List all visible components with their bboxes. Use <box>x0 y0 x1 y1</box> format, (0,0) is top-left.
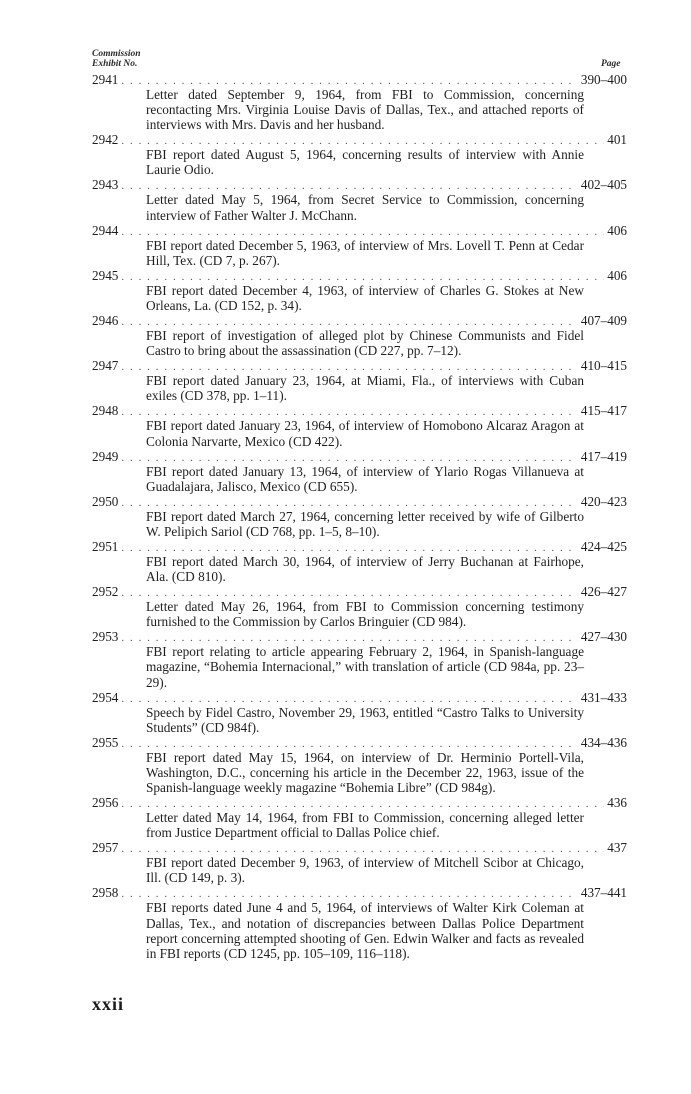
exhibit-entry-heading <box>92 177 627 192</box>
exhibit-description: FBI report dated January 23, 1964, of interview of Homobono Alcaraz Aragon at Colonia Narvarte, Mexico (CD 422). <box>146 418 584 449</box>
exhibit-description: FBI report relating to article appearing February 2, 1964, in Spanish-language magazine, “Bohemia Internacional,” with translation of article (CD 984a, pp. 23–29). <box>146 644 584 690</box>
exhibit-entry-heading <box>92 223 627 238</box>
column-header-exhibit-line2: Exhibit No. <box>92 59 138 69</box>
exhibit-number: 2953 <box>92 629 119 645</box>
page-range: 410–415 <box>580 358 627 374</box>
column-header-exhibit-line1: Commission <box>92 49 141 59</box>
exhibit-entry <box>92 223 627 268</box>
exhibit-description: FBI report dated March 30, 1964, of interview of Jerry Buchanan at Fairhope, Ala. (CD 810). <box>146 553 584 585</box>
page-range: 434–436 <box>580 734 627 750</box>
page-range: 406 <box>607 222 627 238</box>
exhibit-entry <box>92 72 627 132</box>
exhibit-number: 2951 <box>92 538 119 554</box>
exhibit-description: FBI report dated January 23, 1964, at Miami, Fla., of interviews with Cuban exiles (CD 378, pp. 1–11). <box>146 373 584 404</box>
exhibit-description: FBI report of investigation of alleged plot by Chinese Communists and Fidel Castro to bring about the assassination (CD 227, pp. 7–12). <box>146 328 584 359</box>
page-range: 427–430 <box>580 629 627 645</box>
exhibit-number: 2943 <box>92 177 119 193</box>
exhibit-description: FBI report dated December 5, 1963, of interview of Mrs. Lovell T. Penn at Cedar Hill, Tex. (CD 7, p. 267). <box>146 237 584 268</box>
exhibit-entry-heading <box>92 885 627 900</box>
exhibit-entry-heading <box>92 690 627 705</box>
exhibit-entry-heading <box>92 313 627 328</box>
exhibit-entry-heading <box>92 72 627 87</box>
page-range: 420–423 <box>580 493 627 509</box>
exhibit-description: FBI report dated March 27, 1964, concerning letter received by wife of Gilberto W. Pelipich Sariol (CD 768, pp. 1–5, 8–10). <box>146 508 584 539</box>
exhibit-description: Letter dated May 26, 1964, from FBI to Commission concerning testimony furnished to the Commission by Carlos Bringuier (CD 984). <box>146 599 584 630</box>
exhibit-number: 2952 <box>92 584 119 600</box>
page-range: 436 <box>607 795 627 811</box>
exhibit-entry-heading <box>92 403 627 418</box>
page-range: 417–419 <box>580 448 627 464</box>
page-folio: xxii <box>92 994 125 1014</box>
exhibit-entry <box>92 177 627 222</box>
exhibit-entry <box>92 494 627 539</box>
exhibit-number: 2945 <box>92 267 119 283</box>
exhibit-description: FBI report dated January 13, 1964, of interview of Ylario Rogas Villanueva at Guadalajara, Jalisco, Mexico (CD 655). <box>146 463 584 494</box>
exhibit-entry <box>92 885 627 960</box>
column-header-page: Page <box>601 59 621 69</box>
exhibit-number: 2949 <box>92 448 119 464</box>
exhibit-description: Letter dated September 9, 1964, from FBI to Commission, concerning recontacting Mrs. Virginia Louise Davis of Dallas, Tex., and attached reports of interviews with Mrs. Davis and her husband. <box>146 87 584 133</box>
exhibit-entry <box>92 358 627 403</box>
page-range: 390–400 <box>580 72 627 87</box>
exhibit-description: Speech by Fidel Castro, November 29, 1963, entitled “Castro Talks to University Students” (CD 984f). <box>146 704 584 735</box>
exhibit-description: FBI reports dated June 4 and 5, 1964, of interviews of Walter Kirk Coleman at Dallas, Tex., and notation of discrepancies between Dallas Police Department report concerning attempted shooting of Gen. Edwin Walker and facts as revealed in FBI reports (CD 1245, pp. 105–109, 116–118). <box>146 900 584 961</box>
exhibit-entry-heading <box>92 358 627 373</box>
exhibit-entry <box>92 539 627 584</box>
exhibit-entry <box>92 313 627 358</box>
page-range: 437 <box>607 840 627 856</box>
exhibit-number: 2948 <box>92 403 119 419</box>
exhibit-number: 2958 <box>92 885 119 901</box>
exhibit-entry-heading <box>92 840 627 855</box>
page-range: 426–427 <box>580 584 627 600</box>
page-range: 424–425 <box>580 538 627 554</box>
exhibit-number: 2947 <box>92 358 119 374</box>
exhibit-entry <box>92 735 627 795</box>
page-range: 407–409 <box>580 313 627 329</box>
exhibit-number: 2942 <box>92 132 119 148</box>
exhibit-entry-heading <box>92 795 627 810</box>
exhibit-entry <box>92 584 627 629</box>
exhibit-entry <box>92 840 627 885</box>
exhibit-number: 2946 <box>92 313 119 329</box>
exhibit-entry <box>92 690 627 735</box>
exhibit-description: Letter dated May 14, 1964, from FBI to Commission, concerning alleged letter from Justice Department official to Dallas Police chief. <box>146 810 584 841</box>
exhibit-description: FBI report dated August 5, 1964, concerning results of interview with Annie Laurie Odio. <box>146 147 584 178</box>
exhibit-entry-heading <box>92 494 627 509</box>
exhibit-number: 2956 <box>92 795 119 811</box>
exhibit-entry-heading <box>92 132 627 147</box>
page-range: 431–433 <box>580 689 627 705</box>
page-range: 415–417 <box>580 403 627 419</box>
exhibit-entry-heading <box>92 735 627 750</box>
exhibit-description: FBI report dated May 15, 1964, on interview of Dr. Herminio Portell-Vila, Washington, D.C., concerning his article in the December 22, 1963, issue of the Spanish-language weekly magazine “Bohemia Libre” (CD 984g). <box>146 749 584 795</box>
exhibit-description: Letter dated May 5, 1964, from Secret Service to Commission, concerning interview of Father Walter J. McChann. <box>146 192 584 223</box>
exhibit-description: FBI report dated December 4, 1963, of interview of Charles G. Stokes at New Orleans, La. (CD 152, p. 34). <box>146 282 584 313</box>
exhibit-entry <box>92 268 627 313</box>
exhibit-entry-heading <box>92 584 627 599</box>
exhibit-entry <box>92 795 627 840</box>
exhibit-entry <box>92 629 627 689</box>
exhibit-entry <box>92 403 627 448</box>
page-range: 401 <box>607 132 627 148</box>
exhibit-entry-heading <box>92 629 627 644</box>
exhibit-entry-heading <box>92 539 627 554</box>
exhibit-number: 2954 <box>92 689 119 705</box>
exhibit-list <box>92 72 627 961</box>
exhibit-number: 2955 <box>92 734 119 750</box>
page-range: 406 <box>607 267 627 283</box>
exhibit-entry <box>92 449 627 494</box>
exhibit-entry-heading <box>92 268 627 283</box>
column-header-exhibit <box>92 49 141 69</box>
exhibit-number: 2941 <box>92 72 119 87</box>
exhibit-entry-heading <box>92 449 627 464</box>
exhibit-number: 2944 <box>92 222 119 238</box>
exhibit-description: FBI report dated December 9, 1963, of interview of Mitchell Scibor at Chicago, Ill. (CD 149, p. 3). <box>146 855 584 886</box>
exhibit-entry <box>92 132 627 177</box>
exhibit-number: 2950 <box>92 493 119 509</box>
page-range: 437–441 <box>580 885 627 901</box>
page-range: 402–405 <box>580 177 627 193</box>
exhibit-number: 2957 <box>92 840 119 856</box>
